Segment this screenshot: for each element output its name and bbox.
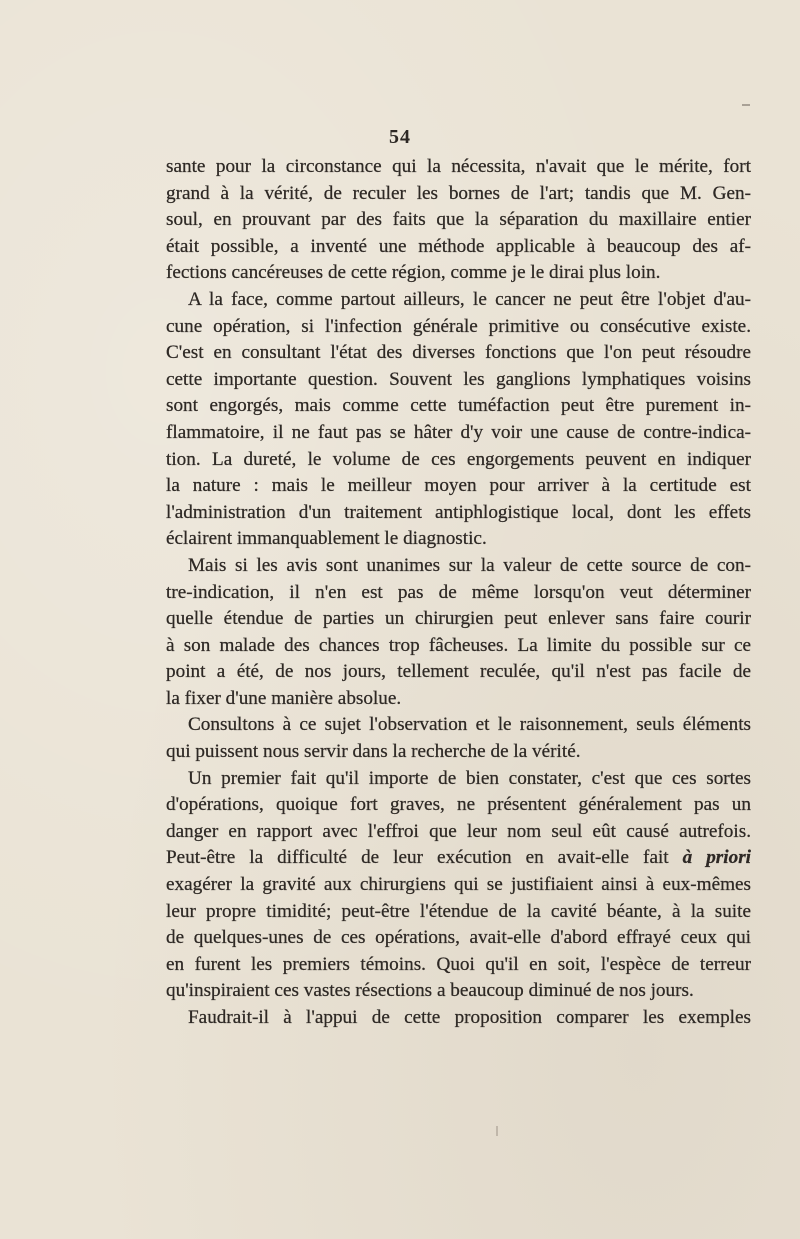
text-line: Mais si les avis sont unanimes sur la valeur de cette source de con- (188, 554, 751, 576)
text-line: C'est en consultant l'état des diverses fonctions que l'on peut résoudre (166, 342, 751, 364)
text-line: à son malade des chances trop fâcheuses. La limite du possible sur ce (166, 634, 751, 656)
text-line: grand à la vérité, de reculer les bornes de l'art; tandis que M. Gen- (166, 182, 751, 204)
text-line: tion. La dureté, le volume de ces engorgements peuvent en indiquer (166, 448, 751, 470)
text-line: A la face, comme partout ailleurs, le cancer ne peut être l'objet d'au- (188, 288, 751, 310)
text-line: éclairent immanquablement le diagnostic. (166, 528, 487, 550)
text-line: point a été, de nos jours, tellement reculée, qu'il n'est pas facile de (166, 661, 751, 683)
text-line: soul, en prouvant par des faits que la séparation du maxillaire entier (166, 209, 751, 231)
text-line: qui puissent nous servir dans la recherche de la vérité. (166, 741, 581, 763)
text-line: tre-indication, il n'en est pas de même lorsqu'on veut déterminer (166, 581, 751, 603)
page-number: 54 (389, 126, 411, 148)
text-line: flammatoire, il ne faut pas se hâter d'y voir une cause de contre-indica- (166, 421, 751, 443)
text-line: sont engorgés, mais comme cette tuméfaction peut être purement in- (166, 395, 751, 417)
text-line: était possible, a inventé une méthode applicable à beaucoup des af- (166, 235, 751, 257)
margin-mark (742, 104, 750, 106)
text-line: l'administration d'un traitement antiphlogistique local, dont les effets (166, 501, 751, 523)
text-line: danger en rapport avec l'effroi que leur nom seul eût causé autrefois. (166, 820, 751, 842)
text-line: fections cancéreuses de cette région, comme je le dirai plus loin. (166, 262, 661, 284)
text-line (166, 845, 751, 872)
text-line: la nature : mais le meilleur moyen pour arriver à la certitude est (166, 475, 751, 497)
text-line: d'opérations, quoique fort graves, ne présentent généralement pas un (166, 794, 751, 816)
italic-phrase: à priori (682, 847, 751, 869)
text-line: qu'inspiraient ces vastes résections a beaucoup diminué de nos jours. (166, 980, 694, 1002)
text-line: cune opération, si l'infection générale primitive ou consécutive existe. (166, 315, 751, 337)
text-line-main: Peut-être la difficulté de leur exécution en avait-elle fait (166, 847, 669, 869)
margin-mark (496, 1126, 498, 1136)
text-line: quelle étendue de parties un chirurgien peut enlever sans faire courir (166, 608, 751, 630)
body-text (166, 154, 751, 1032)
text-line: la fixer d'une manière absolue. (166, 687, 402, 709)
text-line: Un premier fait qu'il importe de bien constater, c'est que ces sortes (188, 767, 751, 789)
text-line: Consultons à ce sujet l'observation et le raisonnement, seuls éléments (188, 714, 751, 736)
text-line: de quelques-unes de ces opérations, avait-elle d'abord effrayé ceux qui (166, 927, 751, 949)
text-line: sante pour la circonstance qui la nécessita, n'avait que le mérite, fort (166, 156, 751, 177)
text-line: en furent les premiers témoins. Quoi qu'il en soit, l'espèce de terreur (166, 953, 751, 975)
text-line: Faudrait-il à l'appui de cette proposition comparer les exemples (188, 1007, 751, 1028)
text-line: cette importante question. Souvent les ganglions lymphatiques voisins (166, 368, 751, 390)
text-line: exagérer la gravité aux chirurgiens qui se justifiaient ainsi à eux-mêmes (166, 874, 751, 896)
text-line: leur propre timidité; peut-être l'étendue de la cavité béante, à la suite (166, 900, 751, 922)
